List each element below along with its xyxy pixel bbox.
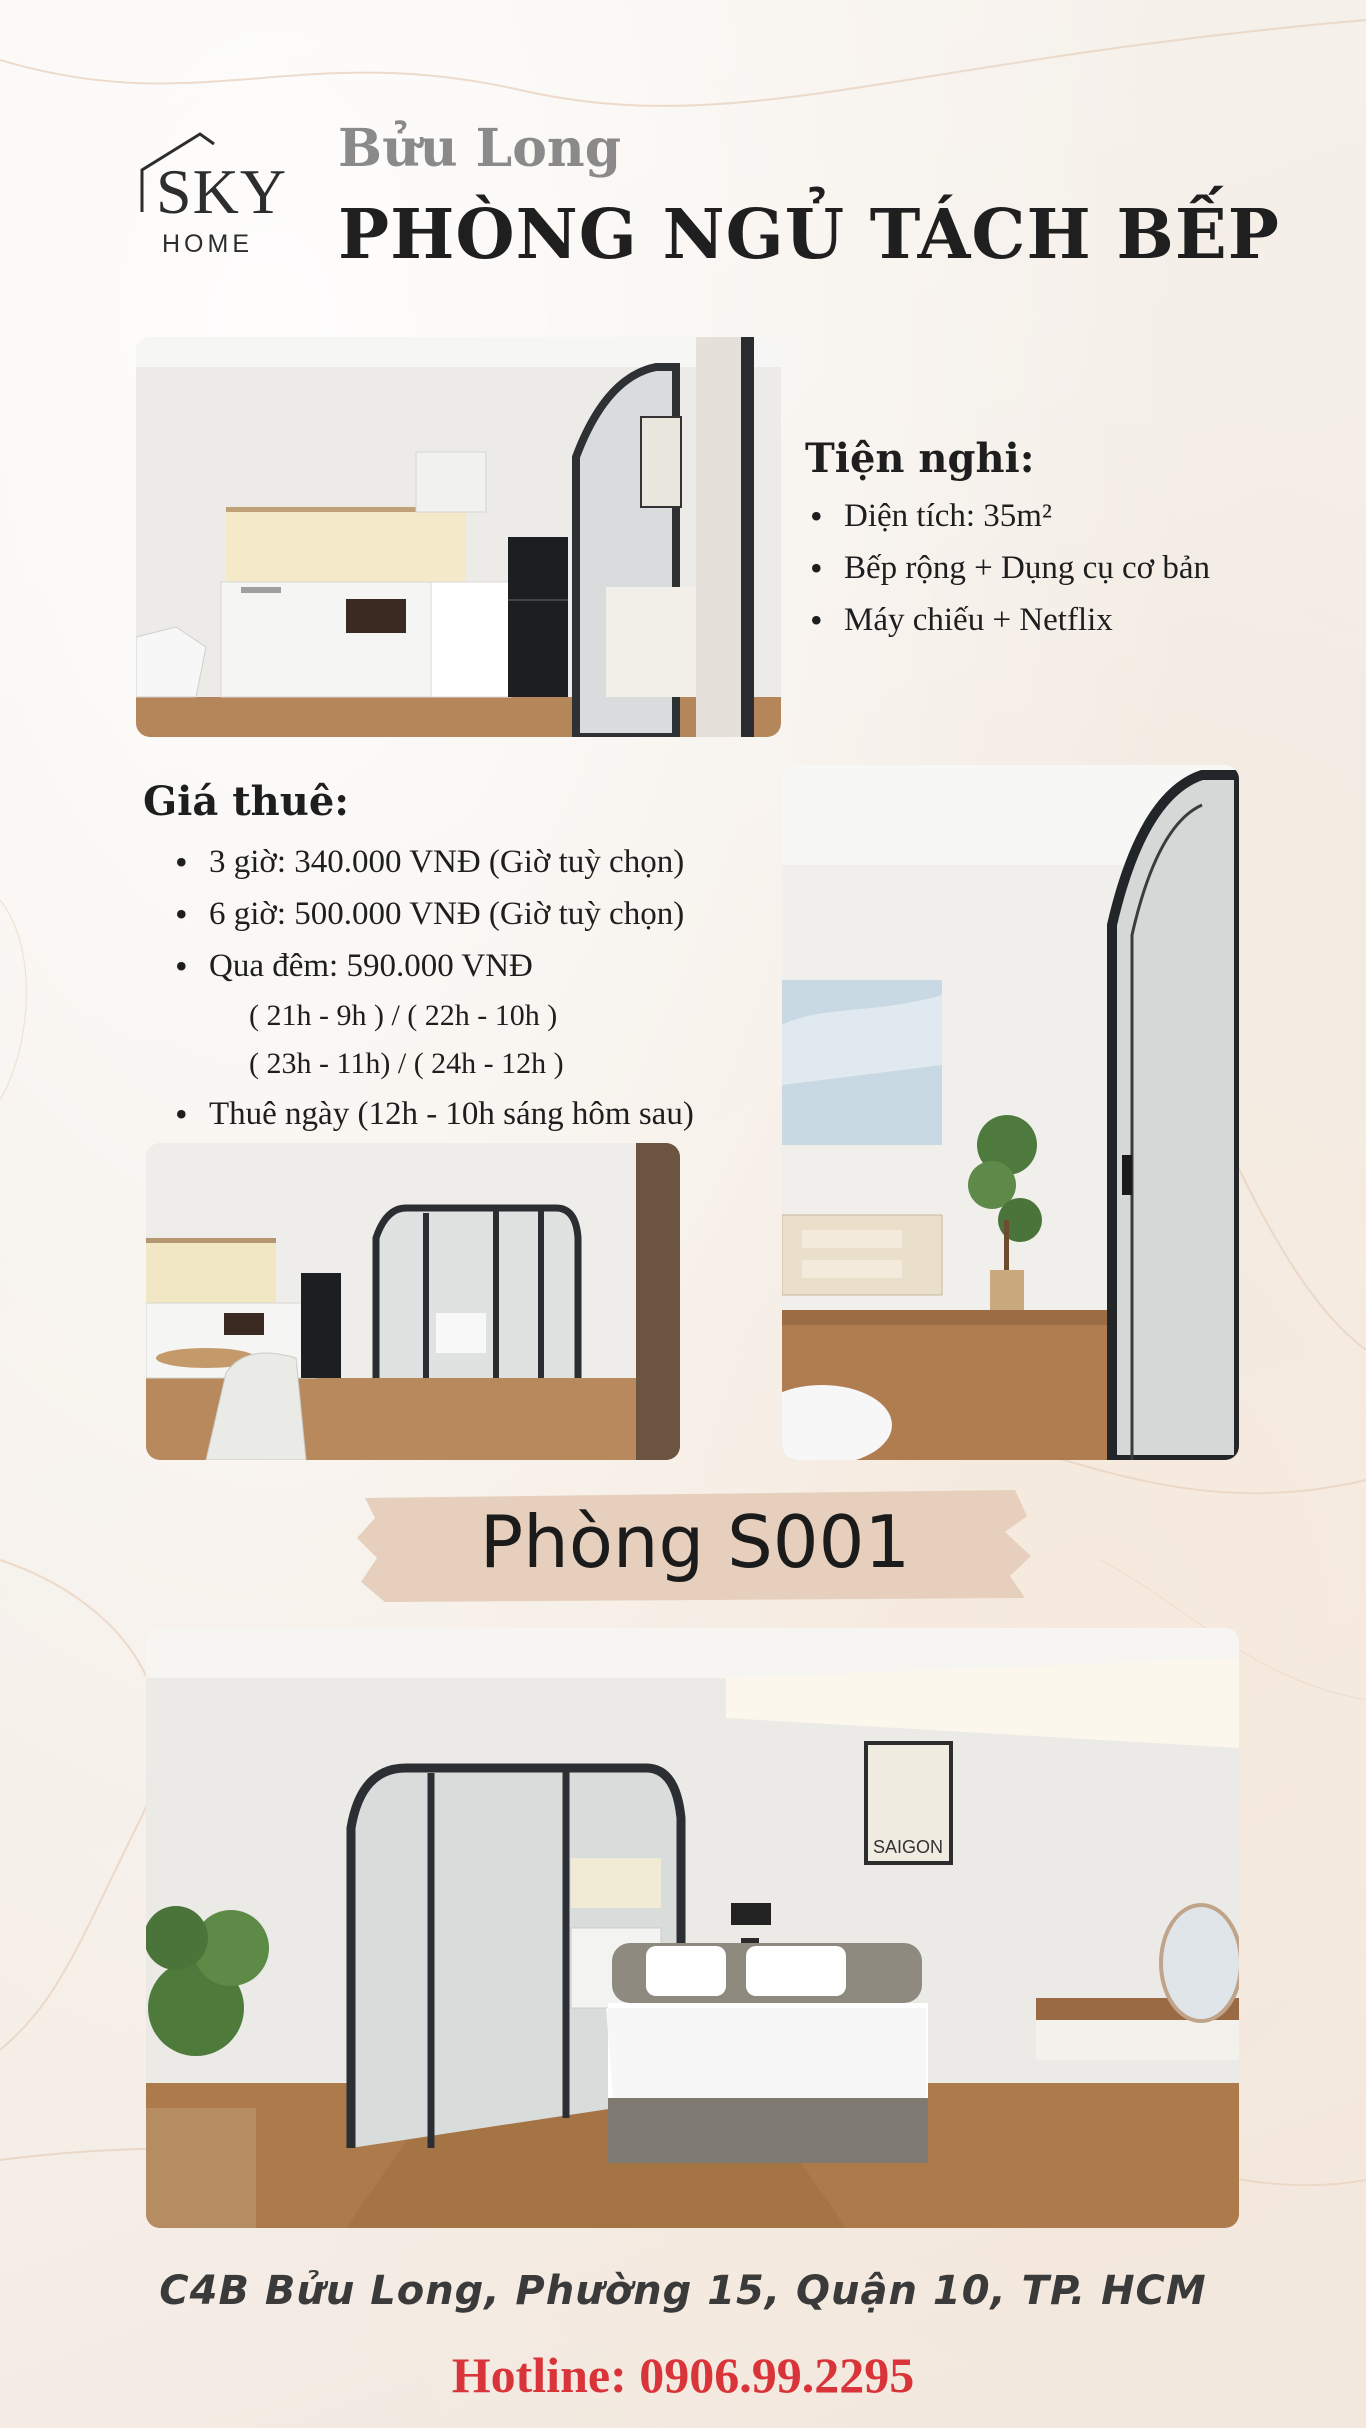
logo-sky-text: SKY <box>156 156 288 227</box>
living-room-photo <box>146 1143 680 1460</box>
amenities-list <box>808 490 1210 646</box>
amenities-title: Tiện nghi: <box>805 435 1035 482</box>
list-item: ( 23h - 11h) / ( 24h - 12h ) <box>249 1047 564 1080</box>
list-item: • Máy chiếu + Netflix <box>808 594 1210 646</box>
sky-home-logo <box>138 130 303 265</box>
list-item: • Thuê ngày (12h - 10h sáng hôm sau) <box>173 1088 694 1140</box>
bedroom-photo <box>146 1628 1239 2228</box>
kitchen-photo <box>136 337 781 737</box>
pricing-title: Giá thuê: <box>143 778 350 825</box>
page-title: PHÒNG NGỦ TÁCH BẾP <box>338 195 1280 275</box>
list-item: • 3 giờ: 340.000 VNĐ (Giờ tuỳ chọn) <box>173 836 694 888</box>
pricing-list <box>173 836 694 1140</box>
list-item: • Bếp rộng + Dụng cụ cơ bản <box>808 542 1210 594</box>
address-text: C4B Bửu Long, Phường 15, Quận 10, TP. HCM <box>159 2268 1207 2314</box>
list-item: ( 21h - 9h ) / ( 22h - 10h ) <box>249 999 558 1032</box>
list-item: • Qua đêm: 590.000 VNĐ <box>173 940 694 992</box>
logo-home-text: HOME <box>162 230 253 258</box>
list-item: • Diện tích: 35m² <box>808 490 1210 542</box>
hotline-text: Hotline: 0906.99.2295 <box>451 2347 915 2403</box>
wall-art-text: SAIGON <box>872 1837 944 1857</box>
list-item: • 6 giờ: 500.000 VNĐ (Giờ tuỳ chọn) <box>173 888 694 940</box>
location-subtitle: Bửu Long <box>338 118 622 179</box>
projector-room-photo <box>782 765 1239 1460</box>
room-name: Phòng S001 <box>479 1500 911 1584</box>
